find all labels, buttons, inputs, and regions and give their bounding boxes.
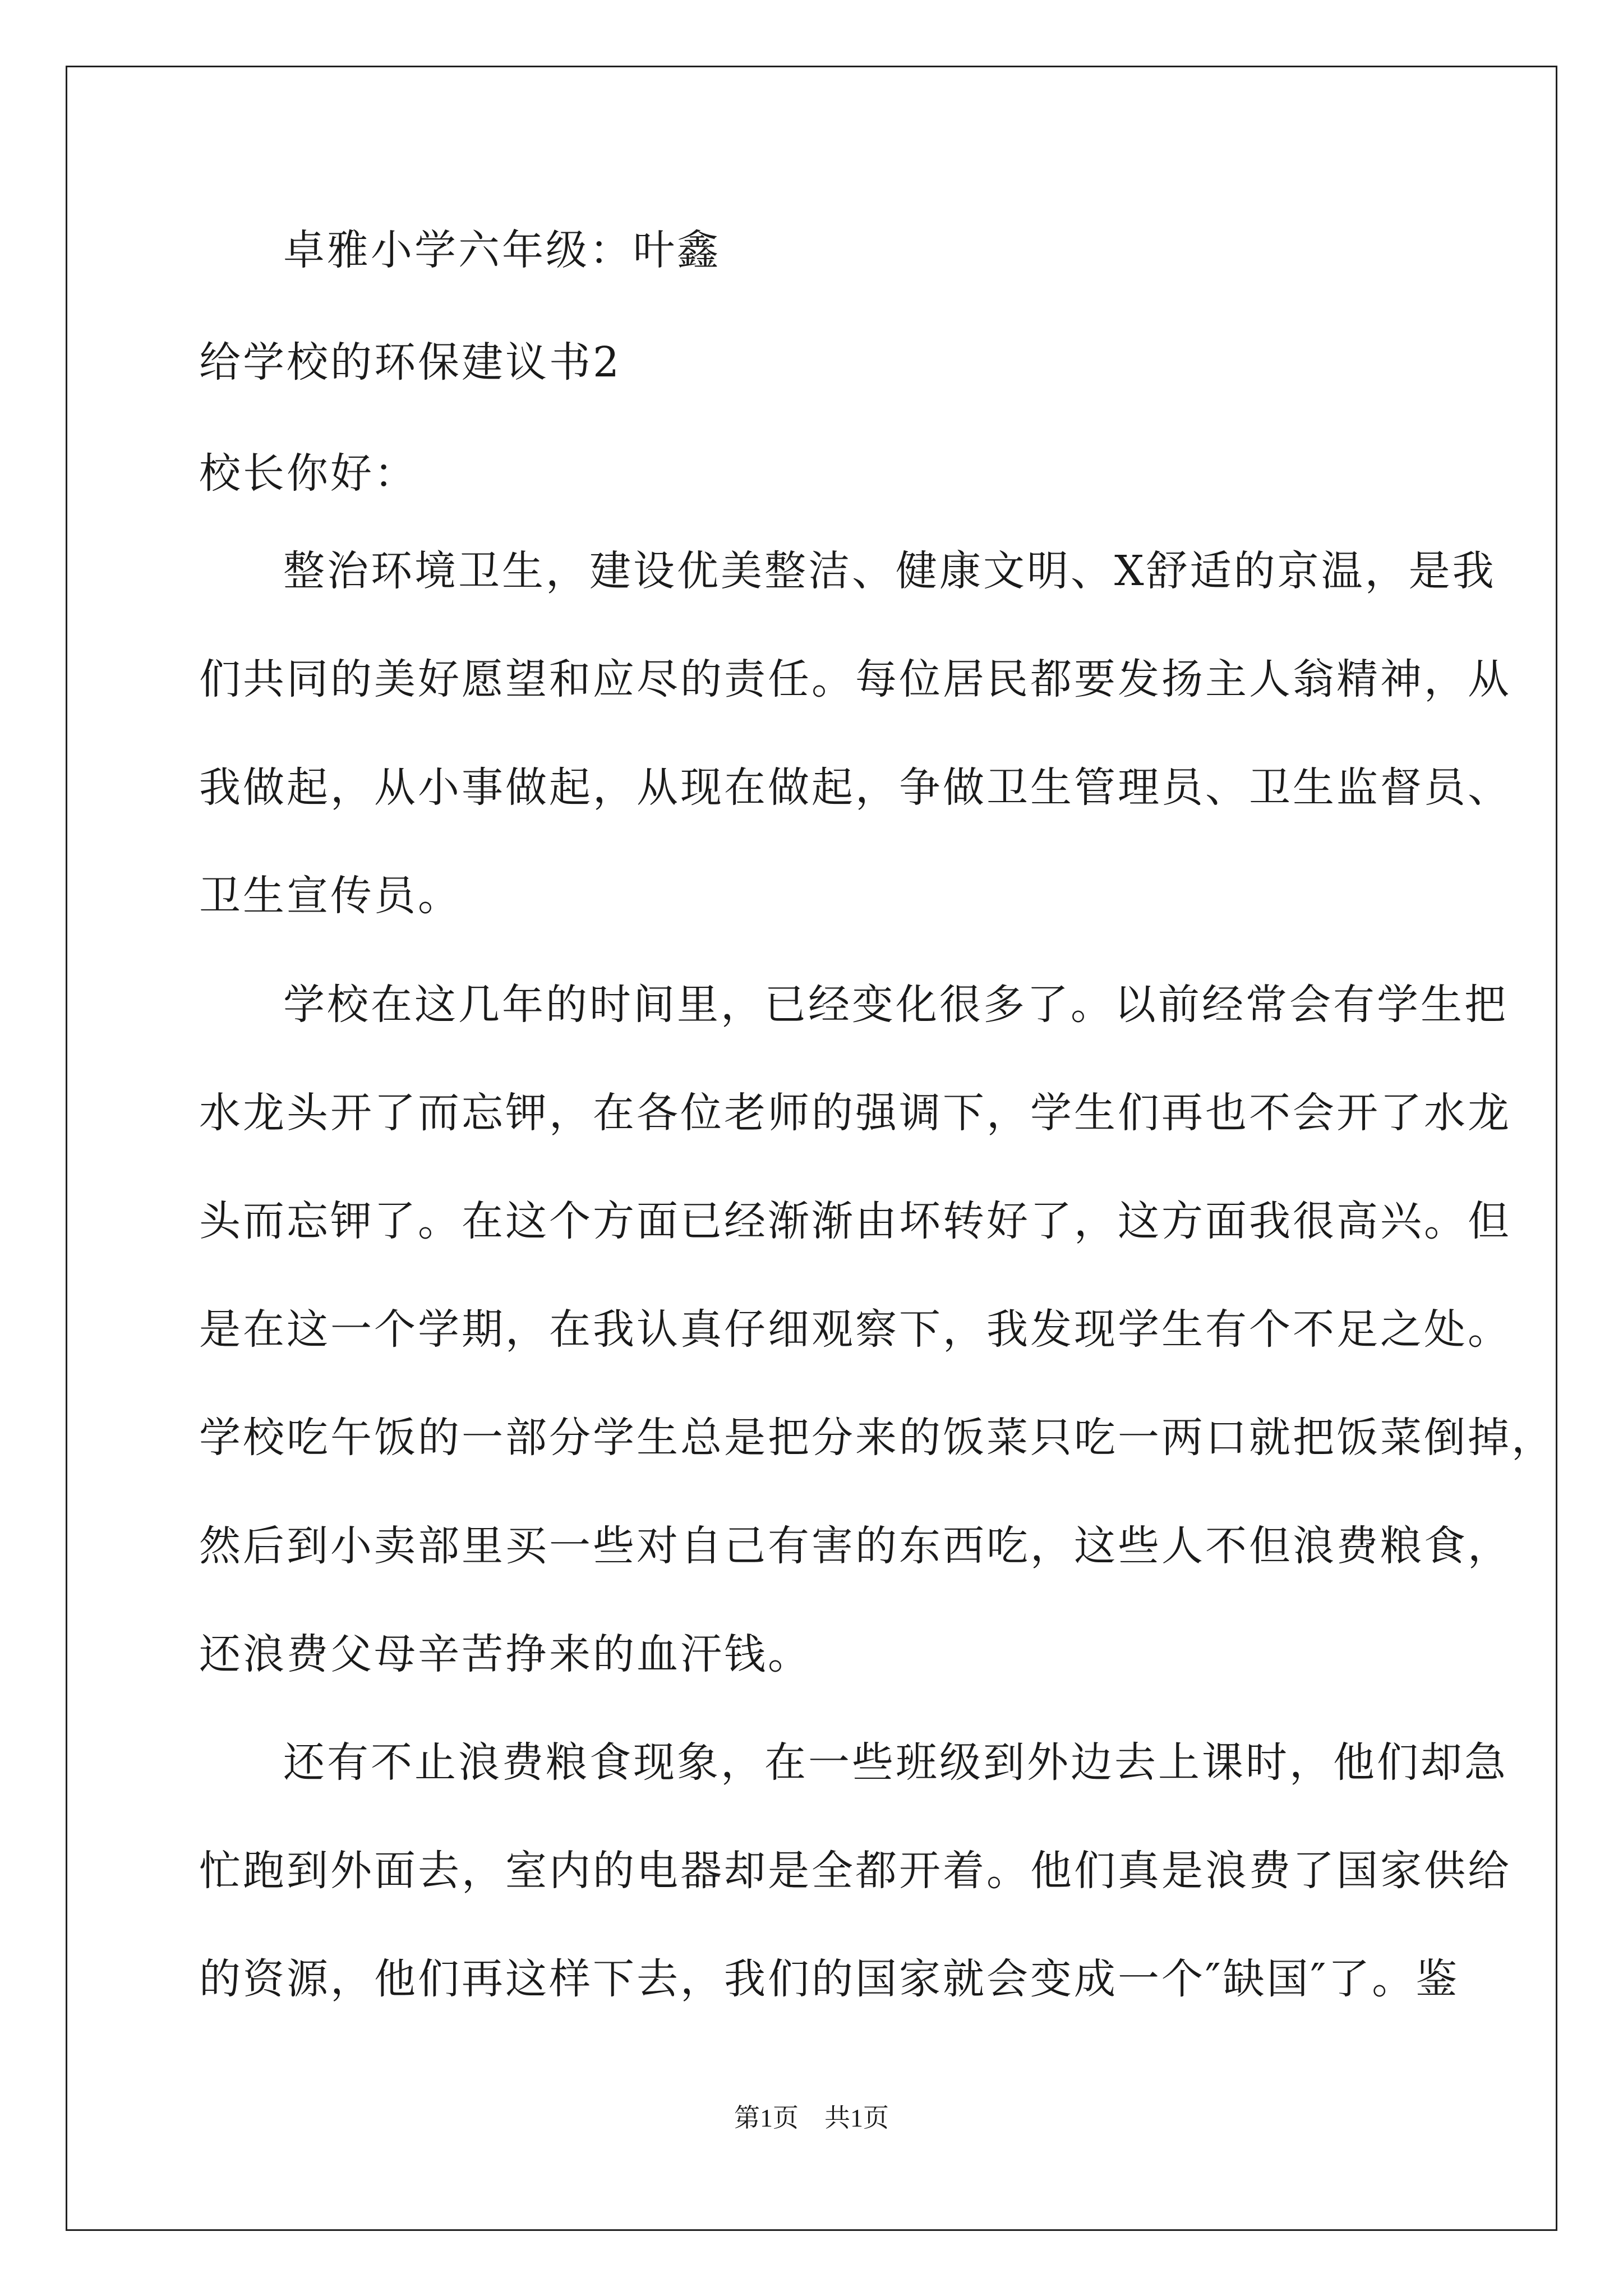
page-border	[66, 66, 1557, 2231]
signature-line: 卓雅小学六年级：叶鑫	[283, 226, 721, 274]
paragraph-line: 的资源，他们再这样下去，我们的国家就会变成一个″缺国″了。鉴	[199, 1955, 1460, 2003]
paragraph-line: 是在这一个学期，在我认真仔细观察下，我发现学生有个不足之处。	[199, 1305, 1511, 1354]
salutation: 校长你好：	[199, 449, 418, 498]
paragraph-line: 还浪费父母辛苦挣来的血汗钱。	[199, 1630, 811, 1678]
paragraph-line: 整治环境卫生，建设优美整洁、健康文明、X舒适的京温，是我	[283, 547, 1496, 595]
paragraph-line: 然后到小卖部里买一些对自己有害的东西吃，这些人不但浪费粮食，	[199, 1522, 1511, 1570]
paragraph-line: 忙跑到外面去，室内的电器却是全都开着。他们真是浪费了国家供给	[199, 1847, 1511, 1895]
paragraph-line: 们共同的美好愿望和应尽的责任。每位居民都要发扬主人翁精神，从	[199, 655, 1511, 703]
document-title: 给学校的环保建议书2	[199, 338, 622, 386]
page-footer: 第1页 共1页	[734, 2104, 889, 2132]
paragraph-line: 水龙头开了而忘钾，在各位老师的强调下，学生们再也不会开了水龙	[199, 1089, 1511, 1137]
paragraph-line: 还有不止浪费粮食现象，在一些班级到外边去上课时，他们却急	[283, 1738, 1508, 1787]
paragraph-line: 头而忘钾了。在这个方面已经渐渐由坏转好了，这方面我很高兴。但	[199, 1197, 1511, 1245]
paragraph-line: 学校在这几年的时间里，已经变化很多了。以前经常会有学生把	[283, 981, 1508, 1029]
paragraph-line: 卫生宣传员。	[199, 872, 462, 920]
paragraph-line: 我做起，从小事做起，从现在做起，争做卫生管理员、卫生监督员、	[199, 763, 1511, 812]
paragraph-line: 学校吃午饭的一部分学生总是把分来的饭菜只吃一两口就把饭菜倒掉，	[199, 1414, 1555, 1462]
